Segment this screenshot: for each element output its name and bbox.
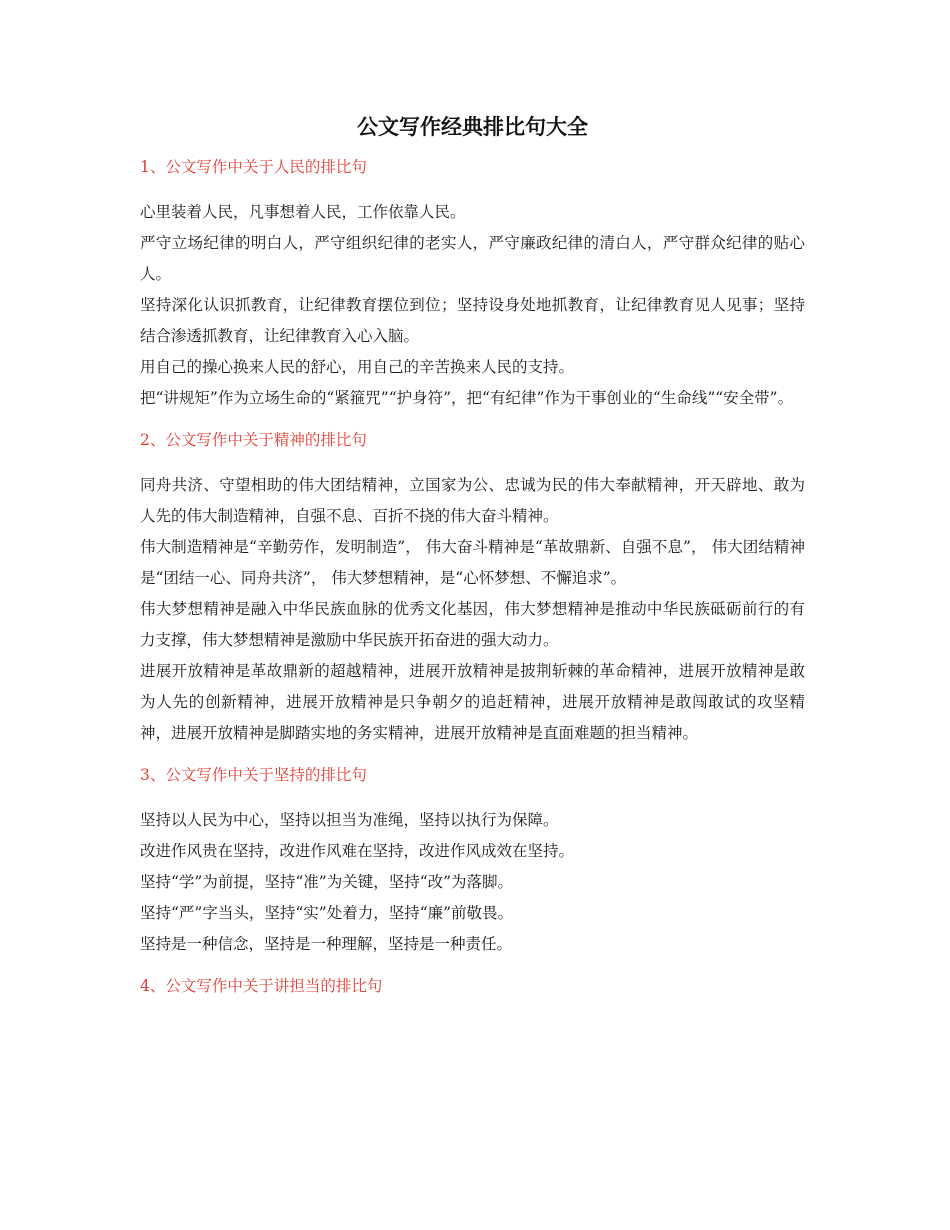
section-heading-text: 3、公文写作中关于坚持的排比句 (140, 766, 367, 784)
paragraph: 严守立场纪律的明白人，严守组织纪律的老实人，严守廉政纪律的清白人，严守群众纪律的贴心人。 (140, 234, 805, 283)
section-persistence (140, 764, 805, 960)
section-heading-text: 1、公文写作中关于人民的排比句 (140, 158, 367, 176)
paragraph: 坚持深化认识抓教育，让纪律教育摆位到位；坚持设身处地抓教育，让纪律教育见人见事；坚持结合渗透抓教育，让纪律教育入心入脑。 (140, 296, 805, 345)
paragraph: 坚持以人民为中心，坚持以担当为准绳，坚持以执行为保障。 (140, 811, 559, 829)
paragraph: 伟大制造精神是“辛勤劳作，发明制造”， 伟大奋斗精神是“革故鼎新、自强不息”， 伟大团结精神是“团结一心、同舟共济”， 伟大梦想精神，是“心怀梦想、不懈追求”。 (140, 538, 805, 587)
section-heading-text: 4、公文写作中关于讲担当的排比句 (140, 977, 383, 995)
paragraph: 伟大梦想精神是融入中华民族血脉的优秀文化基因，伟大梦想精神是推动中华民族砥砺前行的有力支撑，伟大梦想精神是激励中华民族开拓奋进的强大动力。 (140, 600, 805, 649)
section-heading-text: 2、公文写作中关于精神的排比句 (140, 431, 367, 449)
section-divider-space (140, 960, 805, 975)
section-people (140, 156, 805, 414)
section-heading (140, 156, 805, 178)
paragraph: 同舟共济、守望相助的伟大团结精神，立国家为公、忠诚为民的伟大奉献精神，开天辟地、敢为人先的伟大制造精神，自强不息、百折不挠的伟大奋斗精神。 (140, 476, 805, 525)
paragraph: 心里装着人民，凡事想着人民，工作依靠人民。 (140, 203, 466, 221)
section-divider-space (140, 749, 805, 764)
paragraph: 把“讲规矩”作为立场生命的“紧箍咒”“护身符”，把“有纪律”作为干事创业的“生命线”“安全带”。 (140, 389, 794, 407)
paragraph: 改进作风贵在坚持，改进作风难在坚持，改进作风成效在坚持。 (140, 842, 575, 860)
section-spirit (140, 429, 805, 749)
section-divider-space (140, 414, 805, 429)
paragraph: 进展开放精神是革故鼎新的超越精神，进展开放精神是披荆斩棘的革命精神，进展开放精神是敢为人先的创新精神，进展开放精神是只争朝夕的追赶精神，进展开放精神是敢闯敢试的攻坚精神，进展开放精神是脚踏实地的务实精神，进展开放精神是直面难题的担当精神。 (140, 662, 805, 742)
section-heading (140, 975, 805, 997)
section-responsibility (140, 975, 805, 997)
paragraph: 用自己的操心换来人民的舒心，用自己的辛苦换来人民的支持。 (140, 358, 575, 376)
section-heading (140, 764, 805, 786)
document-page (140, 112, 805, 1016)
page-title: 公文写作经典排比句大全 (357, 115, 588, 139)
paragraph: 坚持是一种信念，坚持是一种理解，坚持是一种责任。 (140, 935, 513, 953)
paragraph: 坚持“学”为前提，坚持“准”为关键，坚持“改”为落脚。 (140, 873, 514, 891)
paragraph: 坚持“严”字当头，坚持“实”处着力，坚持“廉”前敬畏。 (140, 904, 514, 922)
section-heading (140, 429, 805, 451)
